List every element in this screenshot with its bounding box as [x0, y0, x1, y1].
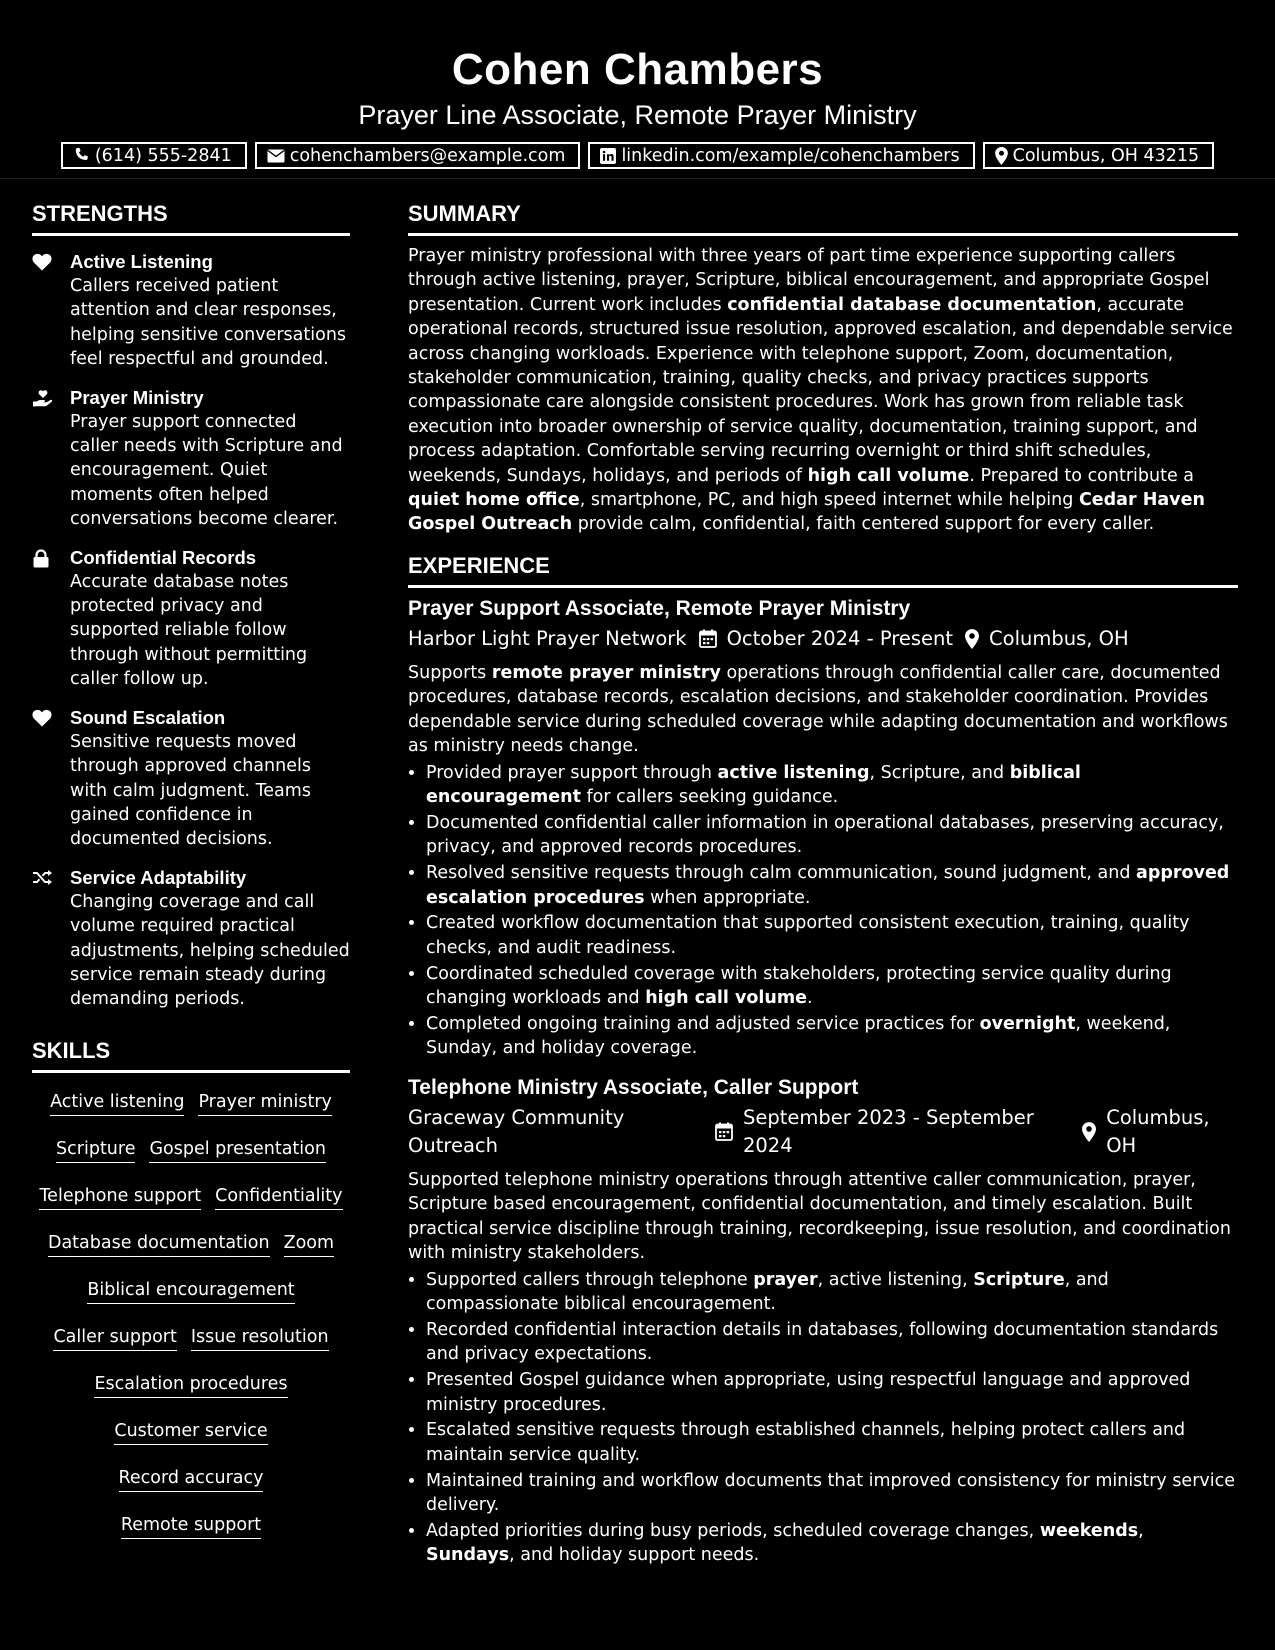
- skills-row: [32, 1226, 350, 1273]
- strength-title: Confidential Records: [70, 546, 257, 568]
- contact-phone-text: (614) 555-2841: [94, 145, 232, 166]
- summary-heading: SUMMARY: [408, 201, 1238, 236]
- skills-row: [32, 1273, 350, 1320]
- strength-item: [32, 386, 350, 532]
- job-title: Prayer Support Associate, Remote Prayer Ministry: [408, 596, 911, 620]
- skill-tag: Remote support: [121, 1514, 261, 1539]
- job-bullet: • Created workflow documentation that supported consistent execution, training, quality checks, and audit readiness.: [426, 911, 1238, 960]
- skill-tag: Prayer ministry: [198, 1091, 331, 1116]
- skill-tag: Issue resolution: [191, 1326, 329, 1351]
- skill-tag: Zoom: [284, 1232, 334, 1257]
- contact-location[interactable]: [983, 142, 1215, 169]
- job-bullet: • Maintained training and workflow documents that improved consistency for ministry service delivery.: [426, 1469, 1238, 1518]
- contact-email[interactable]: [255, 142, 581, 169]
- strength-title: Service Adaptability: [70, 866, 247, 888]
- skills-row: [32, 1367, 350, 1414]
- skill-tag: Customer service: [114, 1420, 267, 1445]
- job-bullet: • Provided prayer support through active listening, Scripture, and biblical encouragement for callers seeking guidance.: [426, 761, 1238, 810]
- job-meta: [408, 625, 1238, 653]
- skill-tag: Escalation procedures: [94, 1373, 287, 1398]
- strength-description: Sensitive requests moved through approved channels with calm judgment. Teams gained confidence in documented decisions.: [70, 731, 311, 850]
- lock-icon: [32, 546, 70, 692]
- skill-tag: Scripture: [56, 1138, 135, 1163]
- skills-row: [32, 1320, 350, 1367]
- candidate-title: Prayer Line Associate, Remote Prayer Ministry: [358, 100, 917, 130]
- skills-heading: SKILLS: [32, 1038, 350, 1073]
- strength-item: [32, 706, 350, 852]
- emphasis-text: biblical encouragement: [426, 762, 1081, 807]
- emphasis-text: prayer: [753, 1269, 818, 1290]
- skill-tag: Caller support: [53, 1326, 176, 1351]
- skill-tag: Database documentation: [48, 1232, 270, 1257]
- hand-holding-heart-icon: [32, 386, 70, 532]
- strengths-heading: STRENGTHS: [32, 201, 350, 236]
- resume-body: [0, 179, 1275, 1569]
- strength-title: Prayer Ministry: [70, 386, 204, 408]
- emphasis-text: confidential database documentation: [727, 294, 1097, 315]
- job-organization: Graceway Community Outreach: [408, 1105, 625, 1157]
- job-bullet: • Recorded confidential interaction details in databases, following documentation standards and privacy expectations.: [426, 1318, 1238, 1367]
- contact-bar: [0, 142, 1275, 169]
- emphasis-text: remote prayer ministry: [491, 662, 721, 683]
- candidate-name: Cohen Chambers: [451, 45, 824, 94]
- strength-description: Accurate database notes protected privacy and supported reliable follow through without permitting caller follow up.: [70, 571, 308, 690]
- emphasis-text: Scripture: [973, 1269, 1065, 1290]
- heart-icon: [32, 706, 70, 852]
- job-bullets: [408, 761, 1238, 1061]
- skills-row: [32, 1132, 350, 1179]
- heart-icon: [32, 250, 70, 372]
- job-bullet: • Documented confidential caller information in operational databases, preserving accuracy, privacy, and approved records procedures.: [426, 811, 1238, 860]
- skills-row: [32, 1508, 350, 1555]
- skills-row: [32, 1179, 350, 1226]
- emphasis-text: Cedar Haven Gospel Outreach: [408, 490, 1205, 535]
- job-location: Columbus, OH: [989, 626, 1129, 650]
- job-bullet: • Adapted priorities during busy periods, scheduled coverage changes, weekends, Sundays, and holiday support needs.: [426, 1519, 1238, 1568]
- emphasis-text: Sundays: [426, 1545, 510, 1566]
- job-bullet: • Completed ongoing training and adjusted service practices for overnight, weekend, Sunday, and holiday coverage.: [426, 1012, 1238, 1061]
- emphasis-text: weekends: [1039, 1521, 1139, 1542]
- skill-tag: Active listening: [50, 1091, 184, 1116]
- phone-icon: [73, 147, 90, 164]
- summary-text: Prayer ministry professional with three years of part time experience supporting callers through active listening, prayer, Scripture, biblical encouragement, and appropriate Gospel presentation. Current work includes confidential database documentation, accurate operational records, structured issue resolution, approved escalation, and dependable service across changing workloads. Experience with telephone support, Zoom, documentation, stakeholder communication, training, quality checks, and privacy practices supports compassionate care alongside consistent procedures. Work has grown from reliable task execution into broader ownership of service quality, documentation, training support, and process adaptation. Comfortable serving recurring overnight or third shift schedules, weekends, Sundays, holidays, and periods of high call volume. Prepared to contribute a quiet home office, smartphone, PC, and high speed internet while helping Cedar Haven Gospel Outreach provide calm, confidential, faith centered support for every caller.: [408, 246, 1233, 535]
- shuffle-icon: [32, 866, 70, 1012]
- job-location: Columbus, OH: [1106, 1105, 1210, 1157]
- contact-linkedin[interactable]: [588, 142, 974, 169]
- strength-description: Changing coverage and call volume required practical adjustments, helping scheduled service remain steady during demanding periods.: [70, 891, 350, 1010]
- strength-description: Prayer support connected caller needs with Scripture and encouragement. Quiet moments often helped conversations become clearer.: [70, 411, 343, 530]
- map-pin-icon: [1070, 1122, 1106, 1142]
- map-pin-icon: [995, 147, 1008, 165]
- calendar-icon: [687, 629, 727, 648]
- job-bullet: • Coordinated scheduled coverage with stakeholders, protecting service quality during changing workloads and high call volume.: [426, 962, 1238, 1011]
- envelope-icon: [267, 149, 285, 163]
- strength-item: [32, 866, 350, 1012]
- skill-tag: Biblical encouragement: [87, 1279, 294, 1304]
- skill-tag: Confidentiality: [215, 1185, 342, 1210]
- job-organization: Harbor Light Prayer Network: [408, 626, 687, 650]
- strength-item: [32, 250, 350, 372]
- job-description: Supports remote prayer ministry operations through confidential caller care, documented procedures, database records, escalation decisions, and stakeholder coordination. Provides dependable service during scheduled coverage while adapting documentation and workflows as ministry needs change.: [408, 662, 1228, 757]
- job-bullets: [408, 1268, 1238, 1568]
- emphasis-text: high call volume: [645, 988, 807, 1009]
- skill-tag: Record accuracy: [119, 1467, 264, 1492]
- job-bullet: • Supported callers through telephone prayer, active listening, Scripture, and compassionate biblical encouragement.: [426, 1268, 1238, 1317]
- skill-tag: Telephone support: [39, 1185, 201, 1210]
- strength-item: [32, 546, 350, 692]
- job-dates: September 2023 - September 2024: [742, 1105, 1034, 1157]
- contact-linkedin-text: linkedin.com/example/cohenchambers: [621, 145, 960, 166]
- strength-title: Sound Escalation: [70, 706, 226, 728]
- strength-title: Active Listening: [70, 251, 213, 272]
- skills-row: [32, 1414, 350, 1508]
- skill-tag: Gospel presentation: [149, 1138, 325, 1163]
- job-title: Telephone Ministry Associate, Caller Support: [408, 1075, 859, 1099]
- job-dates: October 2024 - Present: [726, 626, 954, 650]
- emphasis-text: active listening: [717, 762, 870, 783]
- emphasis-text: quiet home office: [408, 490, 580, 511]
- strength-description: Callers received patient attention and clear responses, helping sensitive conversations feel respectful and grounded.: [70, 276, 347, 370]
- left-column: [32, 179, 350, 1569]
- right-column: [408, 179, 1238, 1569]
- map-pin-icon: [953, 629, 989, 649]
- job-description: Supported telephone ministry operations through attentive caller communication, prayer, Scripture based encouragement, confidential documentation, and timely escalation. Built practical service discipline through training, recordkeeping, issue resolution, and coordination with ministry stakeholders.: [408, 1169, 1231, 1264]
- emphasis-text: overnight: [979, 1014, 1076, 1035]
- calendar-icon: [703, 1122, 743, 1141]
- job-entry: [408, 1075, 1238, 1568]
- contact-email-text: cohenchambers@example.com: [289, 145, 566, 166]
- linkedin-icon: [600, 148, 616, 164]
- skills-row: [32, 1085, 350, 1132]
- resume-header: [0, 0, 1275, 179]
- job-entry: [408, 596, 1238, 1061]
- experience-heading: EXPERIENCE: [408, 553, 1238, 588]
- emphasis-text: high call volume: [807, 465, 970, 486]
- job-bullet: • Escalated sensitive requests through established channels, helping protect callers and maintain service quality.: [426, 1418, 1238, 1467]
- contact-phone[interactable]: [61, 142, 247, 169]
- job-bullet: • Presented Gospel guidance when appropriate, using respectful language and approved ministry procedures.: [426, 1368, 1238, 1417]
- job-bullet: • Resolved sensitive requests through calm communication, sound judgment, and approved escalation procedures when appropriate.: [426, 861, 1238, 910]
- job-meta: [408, 1104, 1238, 1160]
- skills-list: [32, 1085, 350, 1555]
- emphasis-text: approved escalation procedures: [426, 863, 1230, 908]
- contact-location-text: Columbus, OH 43215: [1012, 145, 1200, 166]
